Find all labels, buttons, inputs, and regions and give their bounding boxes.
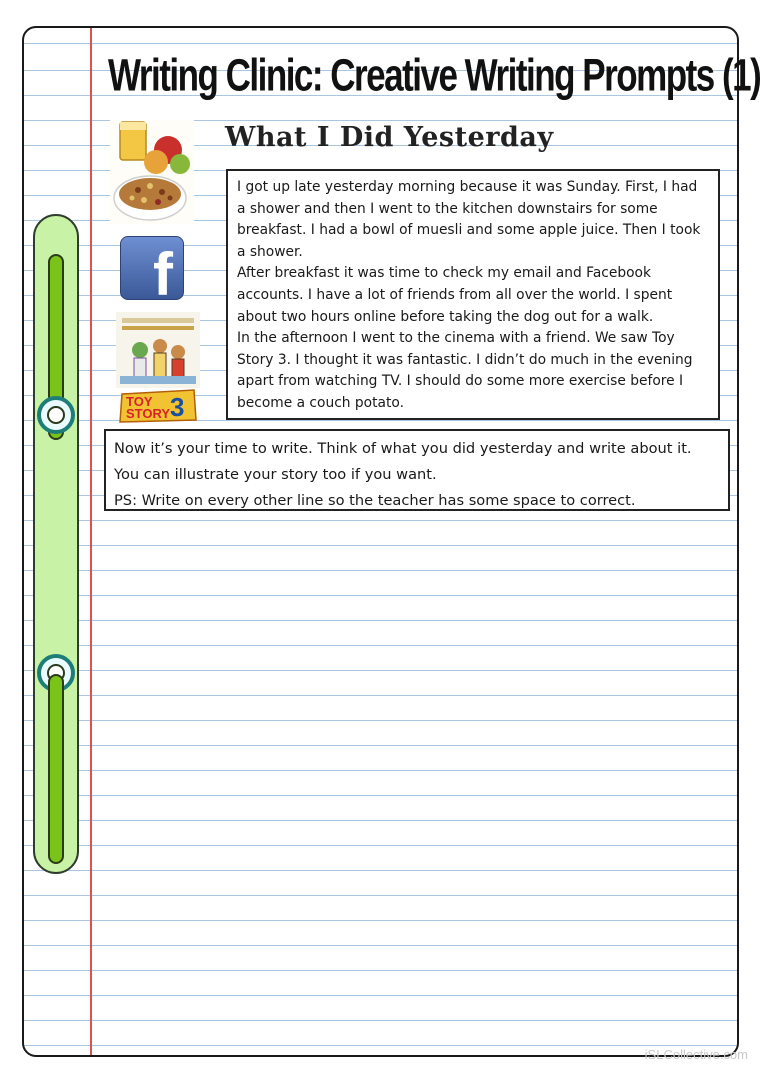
toy-story-number: 3 — [170, 392, 185, 422]
story-paragraph-1: I got up late yesterday morning because it was Sunday. First, I had a shower and then I went to the kitchen downstairs for some breakfast. I had a bowl of muesli and some apple juice. Then I took a shower. — [237, 179, 701, 260]
toy-story-logo — [126, 396, 170, 420]
breakfast-icon — [110, 120, 194, 224]
worksheet-subtitle: What I Did Yesterday — [225, 122, 554, 153]
toy-story-logo-line2: STORY — [126, 406, 171, 421]
toy-story-icon — [116, 312, 200, 424]
worksheet-title: Writing Clinic: Creative Writing Prompts (1) — [108, 50, 761, 101]
watermark: iSLCollective.com — [644, 1047, 748, 1062]
task-postscript: PS: Write on every other line so the teacher has some space to correct. — [114, 492, 636, 509]
margin-line — [90, 28, 92, 1055]
binder-spine — [33, 214, 79, 874]
binder-ring-top — [37, 396, 75, 434]
facebook-letter: f — [153, 241, 173, 308]
story-text-box — [226, 169, 720, 420]
task-instruction: Now it’s your time to write. Think of what you did yesterday and write about it. You can illustrate your story too if you want. — [114, 440, 692, 483]
facebook-icon — [120, 236, 184, 308]
story-paragraph-3: In the afternoon I went to the cinema with a friend. We saw Toy Story 3. I thought it was fantastic. I didn’t do much in the evening apart from watching TV. I should do some more exercise before I become a couch potato. — [237, 330, 693, 411]
toy-story-logo-line1: TOY — [126, 394, 153, 409]
story-paragraph-2: After breakfast it was time to check my email and Facebook accounts. I have a lot of friends from all over the world. I spent about two hours online before taking the dog out for a walk. — [237, 265, 673, 325]
writing-task-box — [104, 429, 730, 511]
binder-rod-bottom — [48, 674, 64, 864]
